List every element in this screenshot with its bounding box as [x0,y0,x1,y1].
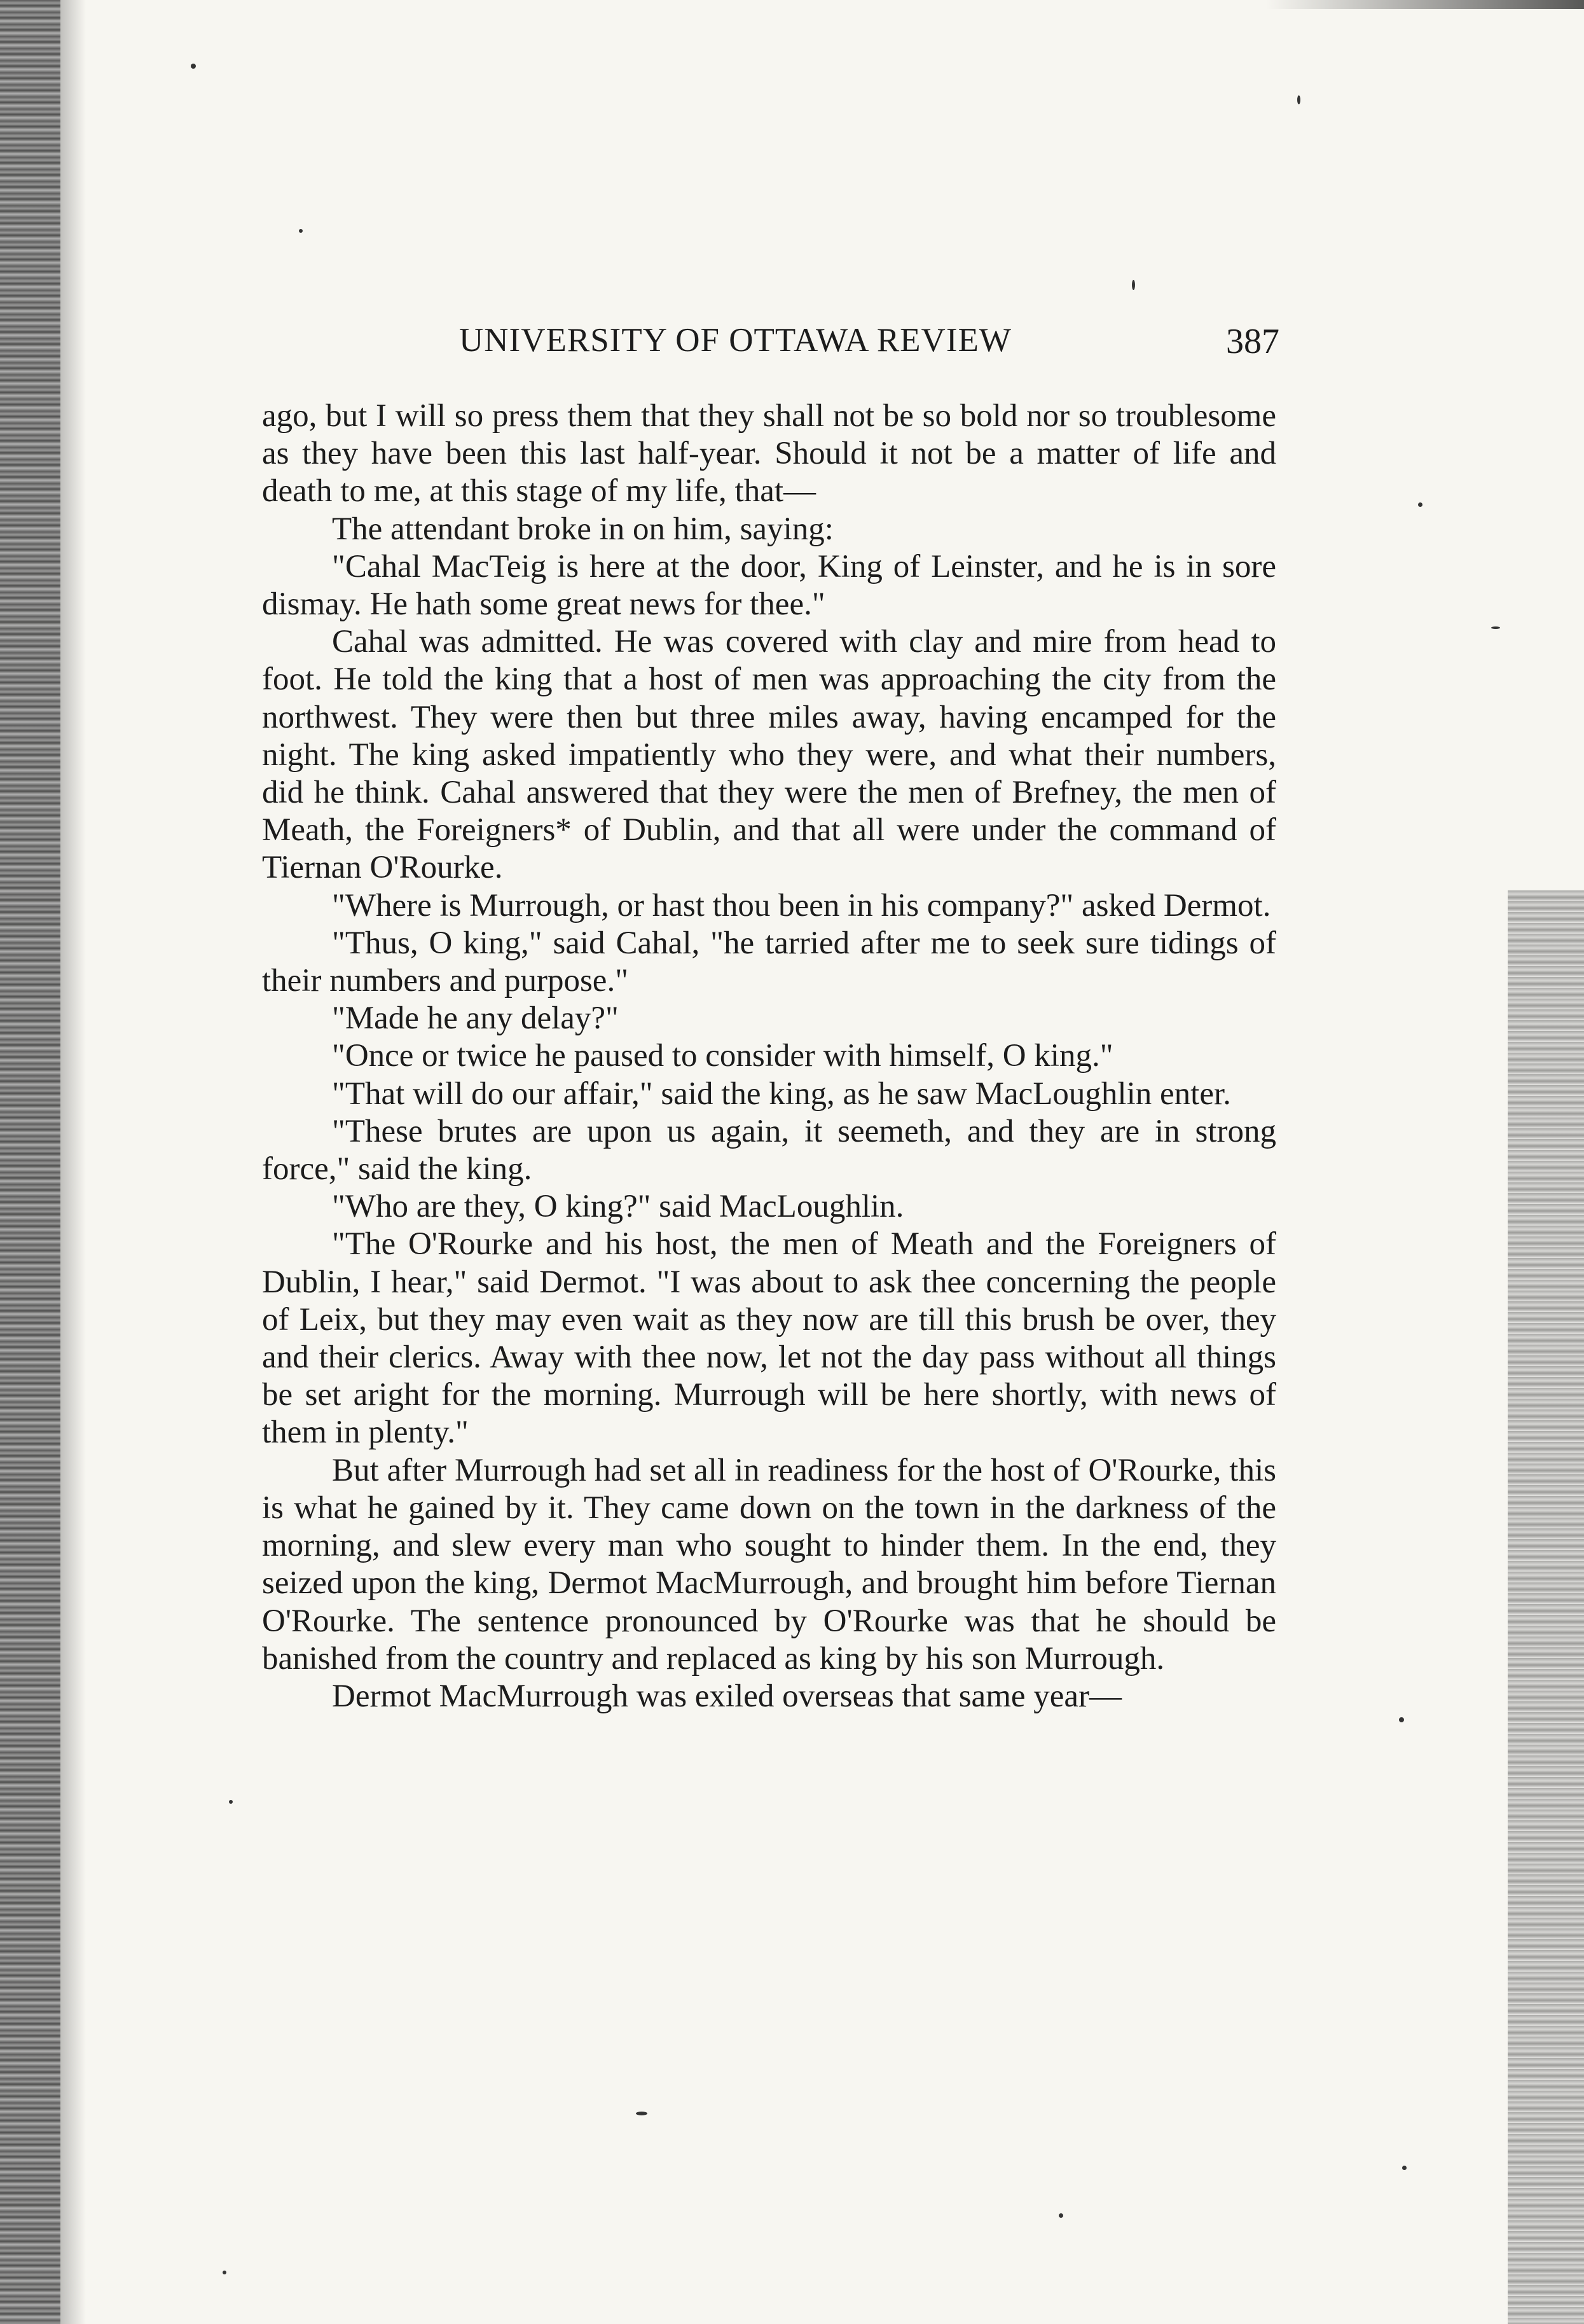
scan-speck [191,64,196,69]
paragraph: "Who are they, O king?" said MacLoughlin. [332,1189,904,1225]
paragraph: Cahal was admitted. He was covered with clay and mire from head to foot. He told the king that a host of men was approaching the city from the northwest. They were then but three miles away, having encamped for the night. The king asked impatiently who they were, and what their numbers, did he think. Cahal answered that they were the men of Brefney, the men of Meath, the Foreigners* of Dublin, and that all were under the command of Tiernan O'Rourke. [262,624,1276,886]
scan-speck [1491,626,1500,629]
paragraph: "Where is Murrough, or hast thou been in his company?" asked Dermot. [332,887,1271,923]
paragraph: "Made he any delay?" [332,1000,619,1037]
paragraph: Dermot MacMurrough was exiled overseas that same year— [332,1678,1122,1714]
paragraph: "The O'Rourke and his host, the men of Meath and the Foreigners of Dublin, I hear," said Dermot. "I was about to ask thee concerning the people of Leix, but they may even wait as they now are till this brush be over, they and their clerics. Away with thee now, let not the day pass without all things be set aright for the morning. Murrough will be here shortly, with news of them in plenty." [262,1226,1276,1451]
body-text [262,398,1276,1715]
paragraph: "Thus, O king," said Cahal, "he tarried after me to seek sure tidings of their numbers and purpose." [262,925,1276,999]
page-number: 387 [1226,322,1279,361]
paragraph: ago, but I will so press them that they shall not be so bold nor so troublesome as they have been this last half-year. Should it not be a matter of life and death to me, at this stage of my life, that— [262,398,1276,509]
scan-speck [1418,502,1422,507]
scan-speck [229,1800,233,1804]
scan-speck [223,2271,226,2274]
paragraph: "Once or twice he paused to consider with himself, O king." [332,1038,1113,1074]
paragraph: "These brutes are upon us again, it seemeth, and they are in strong force," said the king. [262,1113,1276,1187]
paragraph: "Cahal MacTeig is here at the door, King of Leinster, and he is in sore dismay. He hath some great news for thee." [262,548,1276,623]
scan-speck [636,2112,647,2115]
scan-speck [1297,95,1300,104]
scan-speck [299,229,303,233]
paragraph: But after Murrough had set all in readiness for the host of O'Rourke, this is what he gained by it. They came down on the town in the darkness of the morning, and slew every man who sought to hinder them. In the end, they seized upon the king, Dermot MacMurrough, and brought him before Tiernan O'Rourke. The sentence pronounced by O'Rourke was that he should be banished from the country and replaced as king by his son Murrough. [262,1452,1276,1677]
running-title: UNIVERSITY OF OTTAWA REVIEW [459,322,1012,359]
scan-speck [1059,2213,1063,2218]
page-header [262,321,1279,366]
scan-speck [1402,2166,1407,2170]
scan-speck [1132,280,1135,290]
scan-speck [1399,1717,1404,1722]
paragraph: The attendant broke in on him, saying: [332,511,834,547]
scan-edge-left-shadow [60,0,86,2324]
scan-edge-top [1266,0,1584,9]
scan-edge-right [1508,890,1584,2324]
scan-edge-left [0,0,60,2324]
paragraph: "That will do our affair," said the king, as he saw MacLoughlin enter. [332,1076,1231,1112]
